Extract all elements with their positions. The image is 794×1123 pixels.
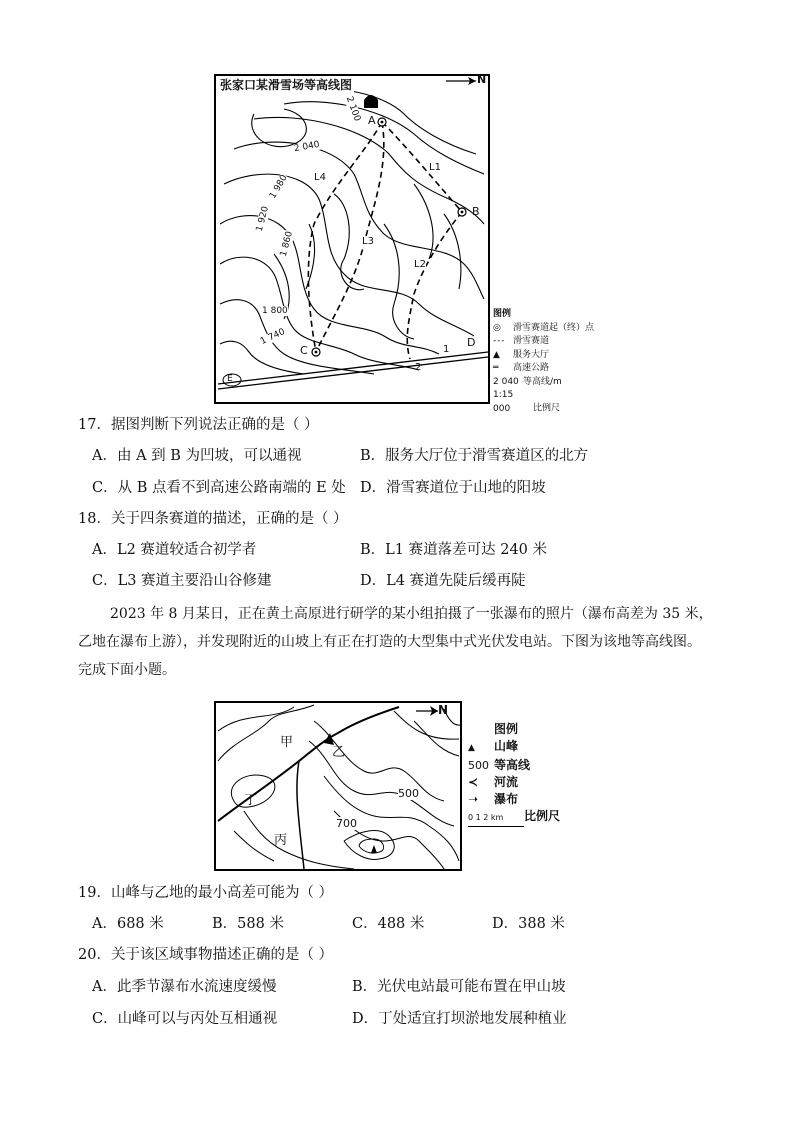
q17-stem: 17．据图判断下列说法正确的是（ ） [78,417,319,433]
passage-line-1: 2023 年 8 月某日，正在黄土高原进行研学的某小组拍摄了一张瀑布的照片（瀑布高差为 35 米， [110,606,713,622]
map2-legend-contour: 500 等高线 [468,758,531,772]
map1-trail-l4: L4 [314,172,326,183]
map1-legend-title: 图例 [493,309,512,319]
map2-legend-river: ≺ 河流 [468,775,519,789]
map1-trail-l3: L3 [362,236,374,247]
map1-north-label: N [477,73,487,86]
map2-figure [214,701,462,871]
q18-option-d[interactable]: D．L4 赛道先陡后缓再陡 [360,573,526,589]
q20-option-c[interactable]: C．山峰可以与丙处互相通视 [92,1011,278,1027]
contour-label-1980: 1 980 [268,173,290,201]
map2-legend [468,721,588,827]
map1-mark-2: 2 [415,362,422,373]
passage [78,600,718,684]
legend-contour-value: 500 [468,759,489,772]
legend-river-icon: ≺ [468,775,479,789]
legend-peak-icon: ▲ [468,743,475,753]
map1-figure [214,74,490,404]
dashed-line-icon: - - - [493,336,504,346]
map1-point-d: D [467,336,476,349]
legend-waterfall-icon: ➝ [468,792,479,806]
place-ding: 丁 [244,793,258,808]
q20-option-a[interactable]: A．此季节瀑布水流速度缓慢 [92,979,277,995]
q19-option-b[interactable]: B．588 米 [212,916,284,932]
map2-legend-title: 图例 [494,722,519,736]
map1-point-e: E [227,374,233,384]
map1-legend-panel [493,308,633,416]
passage-line-2: 乙地在瀑布上游），并发现附近的山坡上有正在打造的大型集中式光伏发电站。下图为该地等高线图。 [78,634,701,650]
place-bing: 丙 [274,833,288,848]
map1-point-a: A [368,114,376,127]
legend-scale-ticks: 0 1 2 km [468,809,524,827]
place-jia: 甲 [280,735,294,750]
legend-item-scale: 1:15 000 比例尺 [493,389,633,416]
q20-option-b[interactable]: B．光伏电站最可能布置在甲山坡 [352,979,566,995]
q18-option-b[interactable]: B．L1 赛道落差可达 240 米 [360,542,548,558]
hall-icon: ▲ [493,349,500,360]
map2-contour-700: 700 [336,817,357,830]
scale-value: 1:15 000 [493,390,514,414]
contour-label-2040: 2 040 [293,139,321,155]
map2-legend-peak: ▲ 山峰 [468,738,588,757]
q20-option-d[interactable]: D．丁处适宜打坝淤地发展种植业 [352,1011,567,1027]
q17-option-a[interactable]: A．由 A 到 B 为凹坡，可以通视 [92,448,302,464]
q20-stem: 20．关于该区域事物描述正确的是（ ） [78,947,334,963]
place-yi: 乙 [332,745,346,760]
legend-item-contour: 2 040 等高线/m [493,376,633,390]
q19-option-d[interactable]: D．388 米 [492,916,565,932]
contour-label-1800: 1 800 [262,306,288,316]
contour-label-2100: 2 100 [343,95,362,123]
map2-legend-waterfall: ➝ 瀑布 [468,792,519,806]
legend-item-hall: ▲ 服务大厅 [493,349,633,363]
map2-svg [214,701,462,871]
q18-stem: 18．关于四条赛道的描述，正确的是（ ） [78,511,348,527]
q18-option-a[interactable]: A．L2 赛道较适合初学者 [92,542,257,558]
contour-label-1860: 1 860 [278,230,296,258]
map1-point-c: C [300,344,308,357]
map1-trail-l2: L2 [414,259,426,270]
start-point-icon: ◎ [493,322,501,333]
q19-option-c[interactable]: C．488 米 [352,916,425,932]
legend-item-trail: - - - 滑雪赛道 [493,335,633,349]
q18-option-c[interactable]: C．L3 赛道主要沿山谷修建 [92,573,272,589]
q17-option-c[interactable]: C．从 B 点看不到高速公路南端的 E 处 [92,480,346,496]
map1-trail-l1: L1 [429,162,441,173]
q19-option-a[interactable]: A．688 米 [92,916,164,932]
map2-north-label: N [438,703,449,717]
map1-title: 张家口某滑雪场等高线图 [220,78,353,92]
map2-contour-500: 500 [398,787,419,800]
q17-option-b[interactable]: B．服务大厅位于滑雪赛道区的北方 [360,448,589,464]
highway-icon: ═ [493,363,499,373]
q19-stem: 19．山峰与乙地的最小高差可能为（ ） [78,885,334,901]
passage-line-3: 完成下面小题。 [78,662,176,678]
q17-option-d[interactable]: D．滑雪赛道位于山地的阳坡 [360,480,546,496]
legend-item-start-end: ◎ 滑雪赛道起（终）点 [493,322,633,336]
contour-label-1740: 1 740 [259,327,287,347]
map1-mark-1: 1 [443,344,450,355]
contour-value: 2 040 [493,376,519,387]
map2-legend-scale: 0 1 2 km 比例尺 [468,808,588,827]
contour-label-1920: 1 920 [254,205,272,233]
legend-item-highway: ═ 高速公路 [493,362,633,376]
map1-point-b: B [472,205,480,218]
